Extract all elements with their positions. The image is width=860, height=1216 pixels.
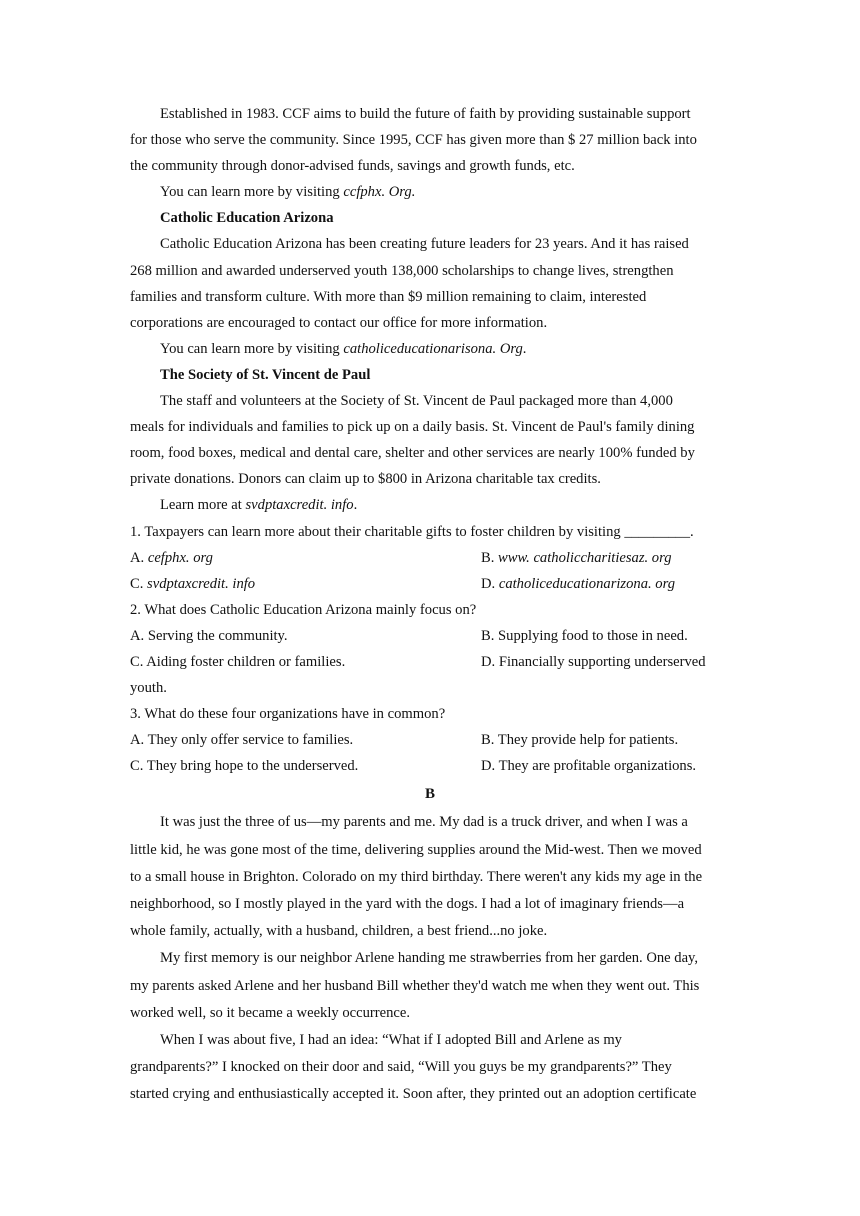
section-b-paragraph-1 (130, 809, 730, 945)
text-line: corporations are encouraged to contact our office for more information. (130, 314, 548, 331)
text-line: whole family, actually, with a husband, children, a best friend...no joke. (130, 923, 548, 940)
ccf-paragraph (130, 101, 730, 179)
svdp-link[interactable]: svdptaxcredit. info (245, 497, 354, 514)
cea-link[interactable]: catholiceducationarisona. Org (343, 340, 523, 357)
text-line: families and transform culture. With more than $9 million remaining to claim, interested (130, 288, 647, 305)
question-2-stem: 2. What does Catholic Education Arizona mainly focus on? (130, 601, 477, 618)
option-b[interactable]: B. They provide help for patients. (481, 732, 679, 749)
question-2-option-d-wrap: youth. (130, 680, 167, 697)
cea-visit-line (130, 336, 730, 362)
question-3-stem: 3. What do these four organizations have in common? (130, 706, 446, 723)
section-b-title: B (424, 786, 435, 803)
question-3-options-row-1 (130, 727, 730, 753)
question-1-stem: 1. Taxpayers can learn more about their charitable gifts to foster children by visiting _________. (130, 523, 694, 540)
text-line: 268 million and awarded underserved youth 138,000 scholarships to change lives, strengthen (130, 262, 674, 279)
text-line: grandparents?” I knocked on their door and said, “Will you guys be my grandparents?” They (130, 1059, 672, 1076)
text-line: room, food boxes, medical and dental care, shelter and other services are nearly 100% funded by (130, 445, 695, 462)
text-line: It was just the three of us—my parents and me. My dad is a truck driver, and when I was a (160, 814, 688, 831)
text-line: little kid, he was gone most of the time, delivering supplies around the Mid-west. Then we moved (130, 841, 702, 858)
text-line: worked well, so it became a weekly occurrence. (130, 1004, 410, 1021)
option-b[interactable]: B. Supplying food to those in need. (481, 627, 688, 644)
section-b-paragraph-2 (130, 945, 730, 1027)
option-d[interactable]: D. They are profitable organizations. (481, 758, 697, 775)
text-line: my parents asked Arlene and her husband Bill whether they'd watch me when they went out. This (130, 977, 700, 994)
text-line: Established in 1983. CCF aims to build the future of faith by providing sustainable support (160, 106, 691, 122)
text-line: started crying and enthusiastically accepted it. Soon after, they printed out an adoption certificate (130, 1086, 697, 1103)
svdp-visit-line (130, 492, 730, 518)
option-b[interactable]: B. www. catholiccharitiesaz. org (481, 549, 672, 566)
cea-heading: Catholic Education Arizona (160, 210, 334, 227)
option-c[interactable]: C. svdptaxcredit. info (130, 575, 256, 592)
svdp-heading: The Society of St. Vincent de Paul (160, 366, 371, 383)
cea-paragraph (130, 231, 730, 335)
text-line: My first memory is our neighbor Arlene handing me strawberries from her garden. One day, (160, 950, 699, 967)
section-b-paragraph-3 (130, 1027, 730, 1109)
ccf-link[interactable]: ccfphx. Org. (343, 184, 416, 201)
option-c[interactable]: C. Aiding foster children or families. (130, 653, 346, 670)
text-line: neighborhood, so I mostly played in the yard with the dogs. I had a lot of imaginary friends—a (130, 896, 685, 912)
text-line: meals for individuals and families to pick up on a daily basis. St. Vincent de Paul's family dining (130, 419, 695, 436)
question-3-options-row-2 (130, 753, 730, 779)
svdp-paragraph (130, 388, 730, 492)
text-line: The staff and volunteers at the Society of St. Vincent de Paul packaged more than 4,000 (160, 393, 673, 410)
question-2-options-row-2 (130, 649, 730, 675)
option-a[interactable]: A. They only offer service to families. (130, 732, 354, 749)
text-line: When I was about five, I had an idea: “What if I adopted Bill and Arlene as my (160, 1031, 622, 1048)
question-1-options-row-2 (130, 571, 730, 597)
document-content (130, 101, 730, 1109)
visit-text: Learn more at (160, 497, 246, 514)
ccf-visit-line (130, 179, 730, 205)
option-d[interactable]: D. Financially supporting underserved (481, 653, 706, 670)
text-line: the community through donor-advised funds, savings and growth funds, etc. (130, 158, 575, 175)
text-line: Catholic Education Arizona has been creating future leaders for 23 years. And it has raised (160, 236, 689, 253)
question-1-options-row-1 (130, 545, 730, 571)
visit-text: You can learn more by visiting (160, 184, 344, 201)
text-line: to a small house in Brighton. Colorado on my third birthday. There weren't any kids my age in the (130, 868, 703, 885)
option-d[interactable]: D. catholiceducationarizona. org (481, 575, 676, 592)
visit-text: You can learn more by visiting (160, 340, 344, 357)
option-a[interactable]: A. Serving the community. (130, 627, 288, 644)
text-line: private donations. Donors can claim up to $800 in Arizona charitable tax credits. (130, 471, 601, 488)
visit-suffix: . (353, 497, 358, 514)
text-line: for those who serve the community. Since 1995, CCF has given more than $ 27 million back into (130, 132, 697, 149)
option-a[interactable]: A. cefphx. org (130, 549, 213, 566)
question-2-options-row-1 (130, 623, 730, 649)
visit-suffix: . (522, 340, 527, 357)
option-c[interactable]: C. They bring hope to the underserved. (130, 758, 359, 775)
